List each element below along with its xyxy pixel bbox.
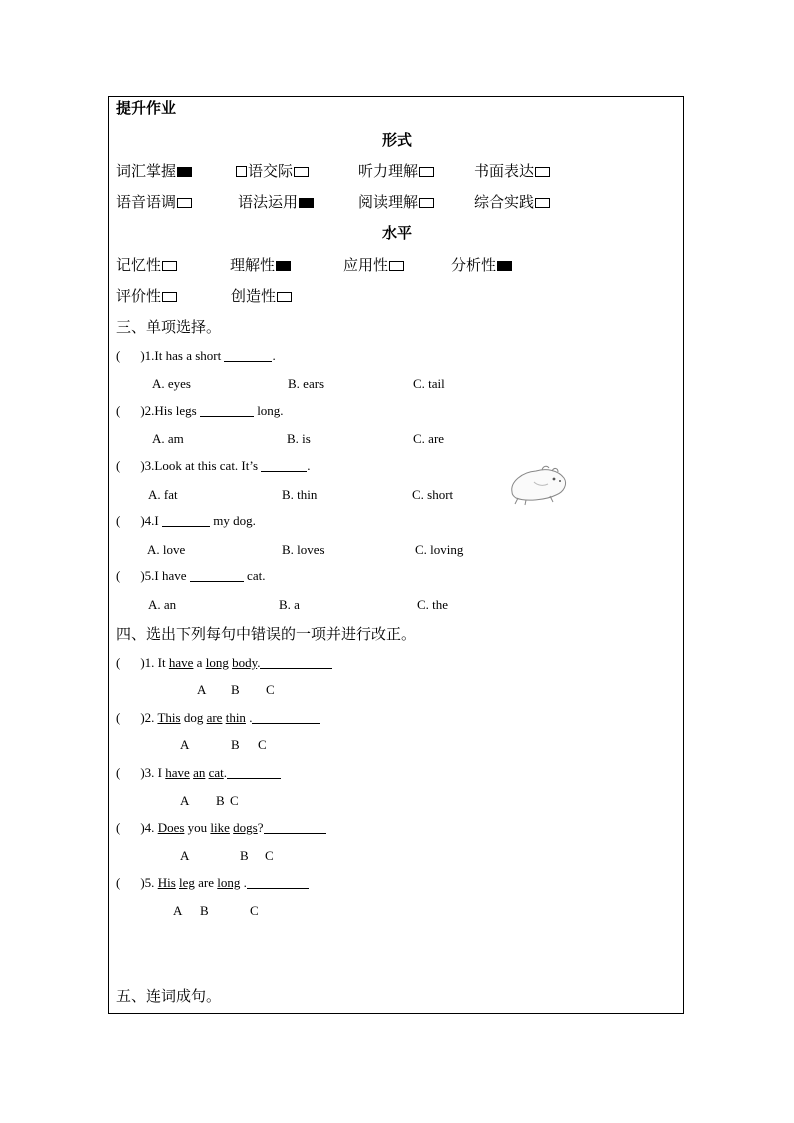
option-c: C. the xyxy=(417,597,449,612)
option-c: C. tail xyxy=(413,376,445,391)
letter-b: B xyxy=(200,903,209,918)
level-item-creation: 创造性 xyxy=(231,285,292,306)
checkbox-empty xyxy=(535,198,550,208)
level-item-evaluation: 评价性 xyxy=(116,285,177,306)
answer-blank[interactable] xyxy=(200,404,254,417)
checkbox-empty xyxy=(389,261,404,271)
letter-b: B xyxy=(240,848,249,863)
checkbox-empty xyxy=(162,261,177,271)
letter-a: A xyxy=(180,848,190,863)
correction-blank[interactable] xyxy=(264,821,326,834)
checkbox-empty xyxy=(177,198,192,208)
letter-b: B xyxy=(216,793,225,808)
letter-a: A xyxy=(180,737,190,752)
checkbox-empty xyxy=(419,167,434,177)
form-title: 形式 xyxy=(382,131,413,149)
level-item-application: 应用性 xyxy=(343,254,404,275)
option-a: A. am xyxy=(152,431,184,446)
checkbox-empty xyxy=(294,167,309,177)
letter-a: A xyxy=(180,793,190,808)
form-item-practice: 综合实践 xyxy=(474,191,550,212)
checkbox-checked xyxy=(177,167,192,177)
answer-blank[interactable] xyxy=(162,514,210,527)
checkbox-empty xyxy=(277,292,292,302)
question-4-1: ( )1. It have a long body. xyxy=(116,655,332,671)
form-item-listening: 听力理解 xyxy=(358,160,434,181)
option-b: B. loves xyxy=(282,542,325,557)
level-item-understanding: 理解性 xyxy=(230,254,291,275)
level-item-analysis: 分析性 xyxy=(451,254,512,275)
form-item-vocabulary: 词汇掌握 xyxy=(116,160,192,181)
option-c: C. are xyxy=(413,431,445,446)
letter-c: C xyxy=(265,848,274,863)
question-3-4: ( )4.I my dog. xyxy=(116,513,256,528)
answer-blank[interactable] xyxy=(261,459,307,472)
option-b: B. thin xyxy=(282,487,318,502)
option-a: A. an xyxy=(148,597,177,612)
checkbox-checked xyxy=(497,261,512,271)
option-b: B. ears xyxy=(288,376,325,391)
question-3-5: ( )5.I have cat. xyxy=(116,568,266,583)
letter-b: B xyxy=(231,682,240,697)
letter-a: A xyxy=(197,682,207,697)
answer-blank[interactable] xyxy=(190,569,244,582)
option-b: B. is xyxy=(287,431,311,446)
form-item-oral: 语交际 xyxy=(236,160,309,181)
option-c: C. loving xyxy=(415,542,464,557)
option-a: A. fat xyxy=(148,487,178,502)
checkbox-checked xyxy=(276,261,291,271)
level-item-memory: 记忆性 xyxy=(116,254,177,275)
section5-title: 五、连词成句。 xyxy=(116,987,222,1005)
question-4-5: ( )5. His leg are long . xyxy=(116,875,309,891)
checkbox-empty xyxy=(162,292,177,302)
option-c: C. short xyxy=(412,487,454,502)
section4-title: 四、选出下列每句中错误的一项并进行改正。 xyxy=(116,625,417,643)
letter-b: B xyxy=(231,737,240,752)
form-item-writing: 书面表达 xyxy=(474,160,550,181)
correction-blank[interactable] xyxy=(252,711,320,724)
question-4-4: ( )4. Does you like dogs? xyxy=(116,820,326,836)
question-3-2: ( )2.His legs long. xyxy=(116,403,284,418)
correction-blank[interactable] xyxy=(247,876,309,889)
question-4-3: ( )3. I have an cat. xyxy=(116,765,281,781)
form-item-grammar: 语法运用 xyxy=(238,191,314,212)
answer-blank[interactable] xyxy=(224,349,272,362)
form-item-pronunciation: 语音语调 xyxy=(116,191,192,212)
option-a: A. love xyxy=(147,542,186,557)
letter-c: C xyxy=(230,793,239,808)
letter-c: C xyxy=(258,737,267,752)
checkbox-empty xyxy=(419,198,434,208)
correction-blank[interactable] xyxy=(227,766,281,779)
option-a: A. eyes xyxy=(152,376,191,391)
letter-c: C xyxy=(250,903,259,918)
checkbox-prefix xyxy=(236,166,247,177)
hamster-illustration xyxy=(506,462,570,506)
letter-c: C xyxy=(266,682,275,697)
question-3-3: ( )3.Look at this cat. It’s . xyxy=(116,458,311,473)
section3-title: 三、单项选择。 xyxy=(116,318,222,336)
level-title: 水平 xyxy=(382,224,413,242)
correction-blank[interactable] xyxy=(260,656,332,669)
question-4-2: ( )2. This dog are thin . xyxy=(116,710,320,726)
checkbox-checked xyxy=(299,198,314,208)
question-3-1: ( )1.It has a short . xyxy=(116,348,276,363)
header-title: 提升作业 xyxy=(116,99,177,117)
letter-a: A xyxy=(173,903,183,918)
form-item-reading: 阅读理解 xyxy=(358,191,434,212)
option-b: B. a xyxy=(279,597,300,612)
checkbox-empty xyxy=(535,167,550,177)
